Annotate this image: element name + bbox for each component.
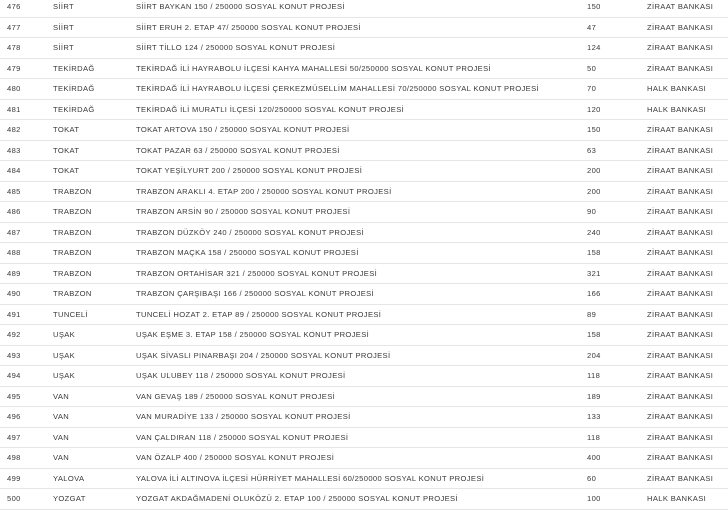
table-row [0, 305, 728, 326]
row-number: 481 [7, 104, 21, 114]
city-cell: SİİRT [53, 2, 75, 11]
unit-count-cell: 189 [587, 391, 601, 401]
unit-count-cell: 240 [587, 227, 601, 237]
table-row [0, 223, 728, 244]
bank-cell: ZİRAAT BANKASI [647, 22, 714, 32]
city-cell: TRABZON [53, 186, 92, 196]
unit-count-cell: 150 [587, 2, 601, 11]
city-cell: VAN [53, 453, 70, 462]
unit-count-cell: 204 [587, 350, 601, 360]
project-name-cell: SİİRT TİLLO 124 / 250000 SOSYAL KONUT PROJESİ [136, 43, 336, 52]
project-name-cell: YOZGAT AKDAĞMADENİ OLUKÖZÜ 2. ETAP 100 / 250000 SOSYAL KONUT PROJESİ [136, 494, 458, 503]
row-number: 483 [7, 145, 21, 155]
row-number: 492 [7, 330, 21, 339]
unit-count-cell: 100 [587, 494, 601, 503]
project-name-cell: TRABZON MAÇKA 158 / 250000 SOSYAL KONUT PROJESİ [136, 248, 359, 257]
city-cell: VAN [53, 412, 70, 421]
project-name-cell: TRABZON ARAKLI 4. ETAP 200 / 250000 SOSYAL KONUT PROJESİ [136, 186, 392, 196]
table-row [0, 489, 728, 510]
row-number: 490 [7, 289, 21, 298]
unit-count-cell: 70 [587, 84, 597, 93]
row-number: 496 [7, 412, 21, 421]
city-cell: TEKİRDAĞ [53, 84, 95, 93]
bank-cell: ZİRAAT BANKASI [647, 207, 714, 216]
row-number: 488 [7, 248, 21, 257]
row-number: 484 [7, 166, 21, 175]
bank-cell: HALK BANKASI [647, 104, 707, 114]
unit-count-cell: 321 [587, 268, 601, 278]
table-row [0, 202, 728, 223]
bank-cell: ZİRAAT BANKASI [647, 432, 714, 442]
project-name-cell: SİİRT BAYKAN 150 / 250000 SOSYAL KONUT PROJESİ [136, 2, 345, 11]
row-number: 482 [7, 125, 21, 134]
bank-cell: HALK BANKASI [647, 494, 707, 503]
city-cell: SİİRT [53, 22, 75, 32]
project-name-cell: TEKİRDAĞ İLİ HAYRABOLU İLÇESİ ÇERKEZMÜSELLİM MAHALLESİ 70/250000 SOSYAL KONUT PROJESİ [136, 84, 539, 93]
row-number: 497 [7, 432, 21, 442]
table-row [0, 387, 728, 408]
table-row [0, 243, 728, 264]
row-number: 485 [7, 186, 21, 196]
row-number: 491 [7, 309, 21, 319]
bank-cell: ZİRAAT BANKASI [647, 473, 714, 483]
table-row [0, 120, 728, 141]
project-name-cell: TEKİRDAĞ İLİ MURATLI İLÇESİ 120/250000 SOSYAL KONUT PROJESİ [136, 104, 405, 114]
project-name-cell: UŞAK ULUBEY 118 / 250000 SOSYAL KONUT PROJESİ [136, 371, 346, 380]
project-name-cell: UŞAK EŞME 3. ETAP 158 / 250000 SOSYAL KONUT PROJESİ [136, 330, 370, 339]
city-cell: TRABZON [53, 289, 92, 298]
bank-cell: ZİRAAT BANKASI [647, 227, 714, 237]
project-name-cell: TRABZON ARSİN 90 / 250000 SOSYAL KONUT PROJESİ [136, 207, 351, 216]
table-row [0, 264, 728, 285]
table-row [0, 428, 728, 449]
row-number: 500 [7, 494, 21, 503]
bank-cell: ZİRAAT BANKASI [647, 2, 714, 11]
city-cell: TEKİRDAĞ [53, 104, 95, 114]
city-cell: UŞAK [53, 350, 76, 360]
row-number: 476 [7, 2, 21, 11]
bank-cell: ZİRAAT BANKASI [647, 125, 714, 134]
bank-cell: ZİRAAT BANKASI [647, 371, 714, 380]
bank-cell: ZİRAAT BANKASI [647, 289, 714, 298]
unit-count-cell: 124 [587, 43, 601, 52]
city-cell: TRABZON [53, 268, 92, 278]
unit-count-cell: 133 [587, 412, 601, 421]
table-row [0, 0, 728, 18]
bank-cell: ZİRAAT BANKASI [647, 412, 714, 421]
unit-count-cell: 90 [587, 207, 597, 216]
city-cell: SİİRT [53, 43, 75, 52]
row-number: 495 [7, 391, 21, 401]
bank-cell: ZİRAAT BANKASI [647, 145, 714, 155]
bank-cell: HALK BANKASI [647, 84, 707, 93]
row-number: 479 [7, 63, 21, 73]
city-cell: UŞAK [53, 330, 76, 339]
project-name-cell: VAN ÇALDIRAN 118 / 250000 SOSYAL KONUT PROJESİ [136, 432, 349, 442]
bank-cell: ZİRAAT BANKASI [647, 166, 714, 175]
table-row [0, 284, 728, 305]
project-name-cell: UŞAK SİVASLI PINARBAŞI 204 / 250000 SOSYAL KONUT PROJESİ [136, 350, 391, 360]
city-cell: TRABZON [53, 227, 92, 237]
table-row [0, 79, 728, 100]
row-number: 499 [7, 473, 21, 483]
city-cell: TOKAT [53, 166, 80, 175]
table-row [0, 366, 728, 387]
row-number: 498 [7, 453, 21, 462]
bank-cell: ZİRAAT BANKASI [647, 63, 714, 73]
city-cell: TUNCELİ [53, 309, 88, 319]
bank-cell: ZİRAAT BANKASI [647, 330, 714, 339]
table-row [0, 18, 728, 39]
table-row [0, 469, 728, 490]
bank-cell: ZİRAAT BANKASI [647, 268, 714, 278]
city-cell: TOKAT [53, 145, 80, 155]
project-name-cell: TRABZON ÇARŞIBAŞI 166 / 250000 SOSYAL KONUT PROJESİ [136, 289, 375, 298]
unit-count-cell: 89 [587, 309, 597, 319]
unit-count-cell: 63 [587, 145, 597, 155]
unit-count-cell: 158 [587, 330, 601, 339]
bank-cell: ZİRAAT BANKASI [647, 248, 714, 257]
table-row [0, 407, 728, 428]
project-name-cell: TOKAT PAZAR 63 / 250000 SOSYAL KONUT PROJESİ [136, 145, 340, 155]
unit-count-cell: 158 [587, 248, 601, 257]
city-cell: TEKİRDAĞ [53, 63, 95, 73]
row-number: 494 [7, 371, 21, 380]
table-row [0, 448, 728, 469]
project-name-cell: VAN MURADİYE 133 / 250000 SOSYAL KONUT PROJESİ [136, 412, 351, 421]
row-number: 486 [7, 207, 21, 216]
bank-cell: ZİRAAT BANKASI [647, 43, 714, 52]
bank-cell: ZİRAAT BANKASI [647, 453, 714, 462]
unit-count-cell: 200 [587, 186, 601, 196]
bank-cell: ZİRAAT BANKASI [647, 186, 714, 196]
city-cell: VAN [53, 391, 70, 401]
project-name-cell: YALOVA İLİ ALTINOVA İLÇESİ HÜRRİYET MAHALLESİ 60/250000 SOSYAL KONUT PROJESİ [136, 473, 485, 483]
bank-cell: ZİRAAT BANKASI [647, 309, 714, 319]
bank-cell: ZİRAAT BANKASI [647, 350, 714, 360]
bank-cell: ZİRAAT BANKASI [647, 391, 714, 401]
unit-count-cell: 400 [587, 453, 601, 462]
row-number: 487 [7, 227, 21, 237]
table-row [0, 141, 728, 162]
project-name-cell: TOKAT YEŞİLYURT 200 / 250000 SOSYAL KONUT PROJESİ [136, 166, 363, 175]
table-row [0, 182, 728, 203]
city-cell: YALOVA [53, 473, 85, 483]
city-cell: TRABZON [53, 207, 92, 216]
unit-count-cell: 47 [587, 22, 597, 32]
project-name-cell: TOKAT ARTOVA 150 / 250000 SOSYAL KONUT PROJESİ [136, 125, 350, 134]
row-number: 477 [7, 22, 21, 32]
table-row [0, 59, 728, 80]
project-name-cell: TRABZON ORTAHİSAR 321 / 250000 SOSYAL KONUT PROJESİ [136, 268, 378, 278]
city-cell: UŞAK [53, 371, 76, 380]
unit-count-cell: 150 [587, 125, 601, 134]
table-row [0, 325, 728, 346]
project-name-cell: TEKİRDAĞ İLİ HAYRABOLU İLÇESİ KAHYA MAHALLESİ 50/250000 SOSYAL KONUT PROJESİ [136, 63, 491, 73]
row-number: 493 [7, 350, 21, 360]
row-number: 478 [7, 43, 21, 52]
city-cell: VAN [53, 432, 70, 442]
unit-count-cell: 118 [587, 371, 601, 380]
row-number: 480 [7, 84, 21, 93]
unit-count-cell: 200 [587, 166, 601, 175]
table-row [0, 100, 728, 121]
city-cell: TOKAT [53, 125, 80, 134]
unit-count-cell: 120 [587, 104, 601, 114]
table-row [0, 38, 728, 59]
project-name-cell: TRABZON DÜZKÖY 240 / 250000 SOSYAL KONUT PROJESİ [136, 227, 364, 237]
table-row [0, 346, 728, 367]
row-number: 489 [7, 268, 21, 278]
project-name-cell: TUNCELİ HOZAT 2. ETAP 89 / 250000 SOSYAL KONUT PROJESİ [136, 309, 382, 319]
city-cell: TRABZON [53, 248, 92, 257]
table-row [0, 161, 728, 182]
unit-count-cell: 166 [587, 289, 601, 298]
project-name-cell: VAN GEVAŞ 189 / 250000 SOSYAL KONUT PROJESİ [136, 391, 336, 401]
city-cell: YOZGAT [53, 494, 86, 503]
project-name-cell: SİİRT ERUH 2. ETAP 47/ 250000 SOSYAL KONUT PROJESİ [136, 22, 361, 32]
project-name-cell: VAN ÖZALP 400 / 250000 SOSYAL KONUT PROJESİ [136, 453, 335, 462]
unit-count-cell: 60 [587, 473, 597, 483]
unit-count-cell: 50 [587, 63, 597, 73]
unit-count-cell: 118 [587, 432, 601, 442]
